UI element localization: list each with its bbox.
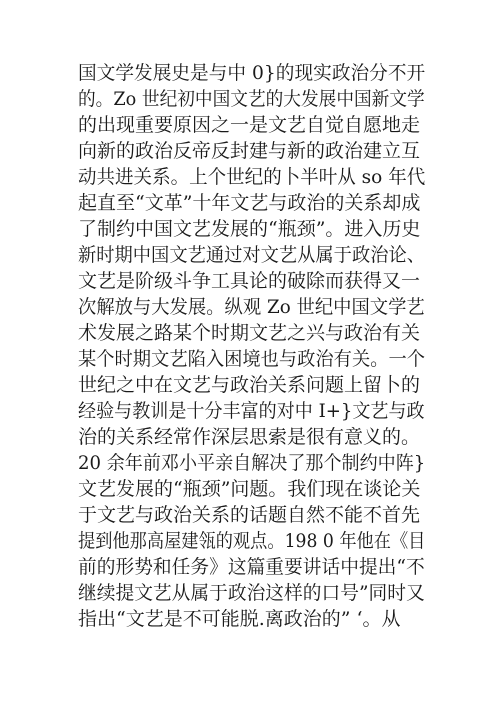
text-line: 世纪之中在文艺与政治关系问题上留卜的 — [78, 374, 421, 396]
paragraph-start-line: 20 余年前邓小平亲自解决了那个制约中阵} — [78, 452, 426, 474]
text-line: 继续提文艺从属于政治这样的口号”同时又 — [78, 582, 425, 604]
text-line: 文艺是阶级斗争工具论的破除而获得又一 — [78, 270, 421, 292]
text-line: 经验与教训是十分丰富的对中 I+}文艺与政 — [78, 400, 425, 422]
text-line: 术发展之路某个时期文艺之兴与政治有关 — [78, 322, 421, 344]
text-line: 指出“文艺是不可能脱.离政治的” ‘。从 — [78, 608, 401, 630]
text-line: 新时期中国文艺通过对文艺从属于政治论、 — [78, 244, 426, 266]
text-line: 了制约中国文艺发展的“瓶颈”。进入历史 — [78, 218, 421, 240]
text-line: 次解放与大发展。纵观 Zo 世纪中国文学艺 — [78, 296, 425, 318]
text-line: 治的关系经常作深层思索是很有意义的。 — [78, 426, 421, 448]
text-line: 向新的政治反帝反封建与新的政治建立互 — [78, 140, 421, 162]
text-line: 前的形势和任务》这篇重要讲话中提出“不 — [78, 556, 425, 578]
text-line: 某个时期文艺陷入困境也与政治有关。一个 — [78, 348, 426, 370]
text-line: 提到他那高屋建瓴的观点。198 0 年他在《目 — [78, 530, 426, 552]
text-line: 文艺发展的“瓶颈”问题。我们现在谈论关 — [78, 478, 421, 500]
text-line: 于文艺与政治关系的话题自然不能不首先 — [78, 504, 421, 526]
text-line: 动共进关系。上个世纪的卜半叶从 so 年代 — [78, 166, 426, 188]
text-line: 的出现重要原因之一是文艺自觉自愿地走 — [78, 114, 421, 136]
text-line: 起直至“文革”十年文艺与政治的关系却成 — [78, 192, 421, 214]
text-line: 的。Zo 世纪初中国文艺的大发展中国新文学 — [78, 88, 425, 110]
text-line: 国文学发展史是与中 0}的现实政治分不开 — [78, 62, 426, 84]
